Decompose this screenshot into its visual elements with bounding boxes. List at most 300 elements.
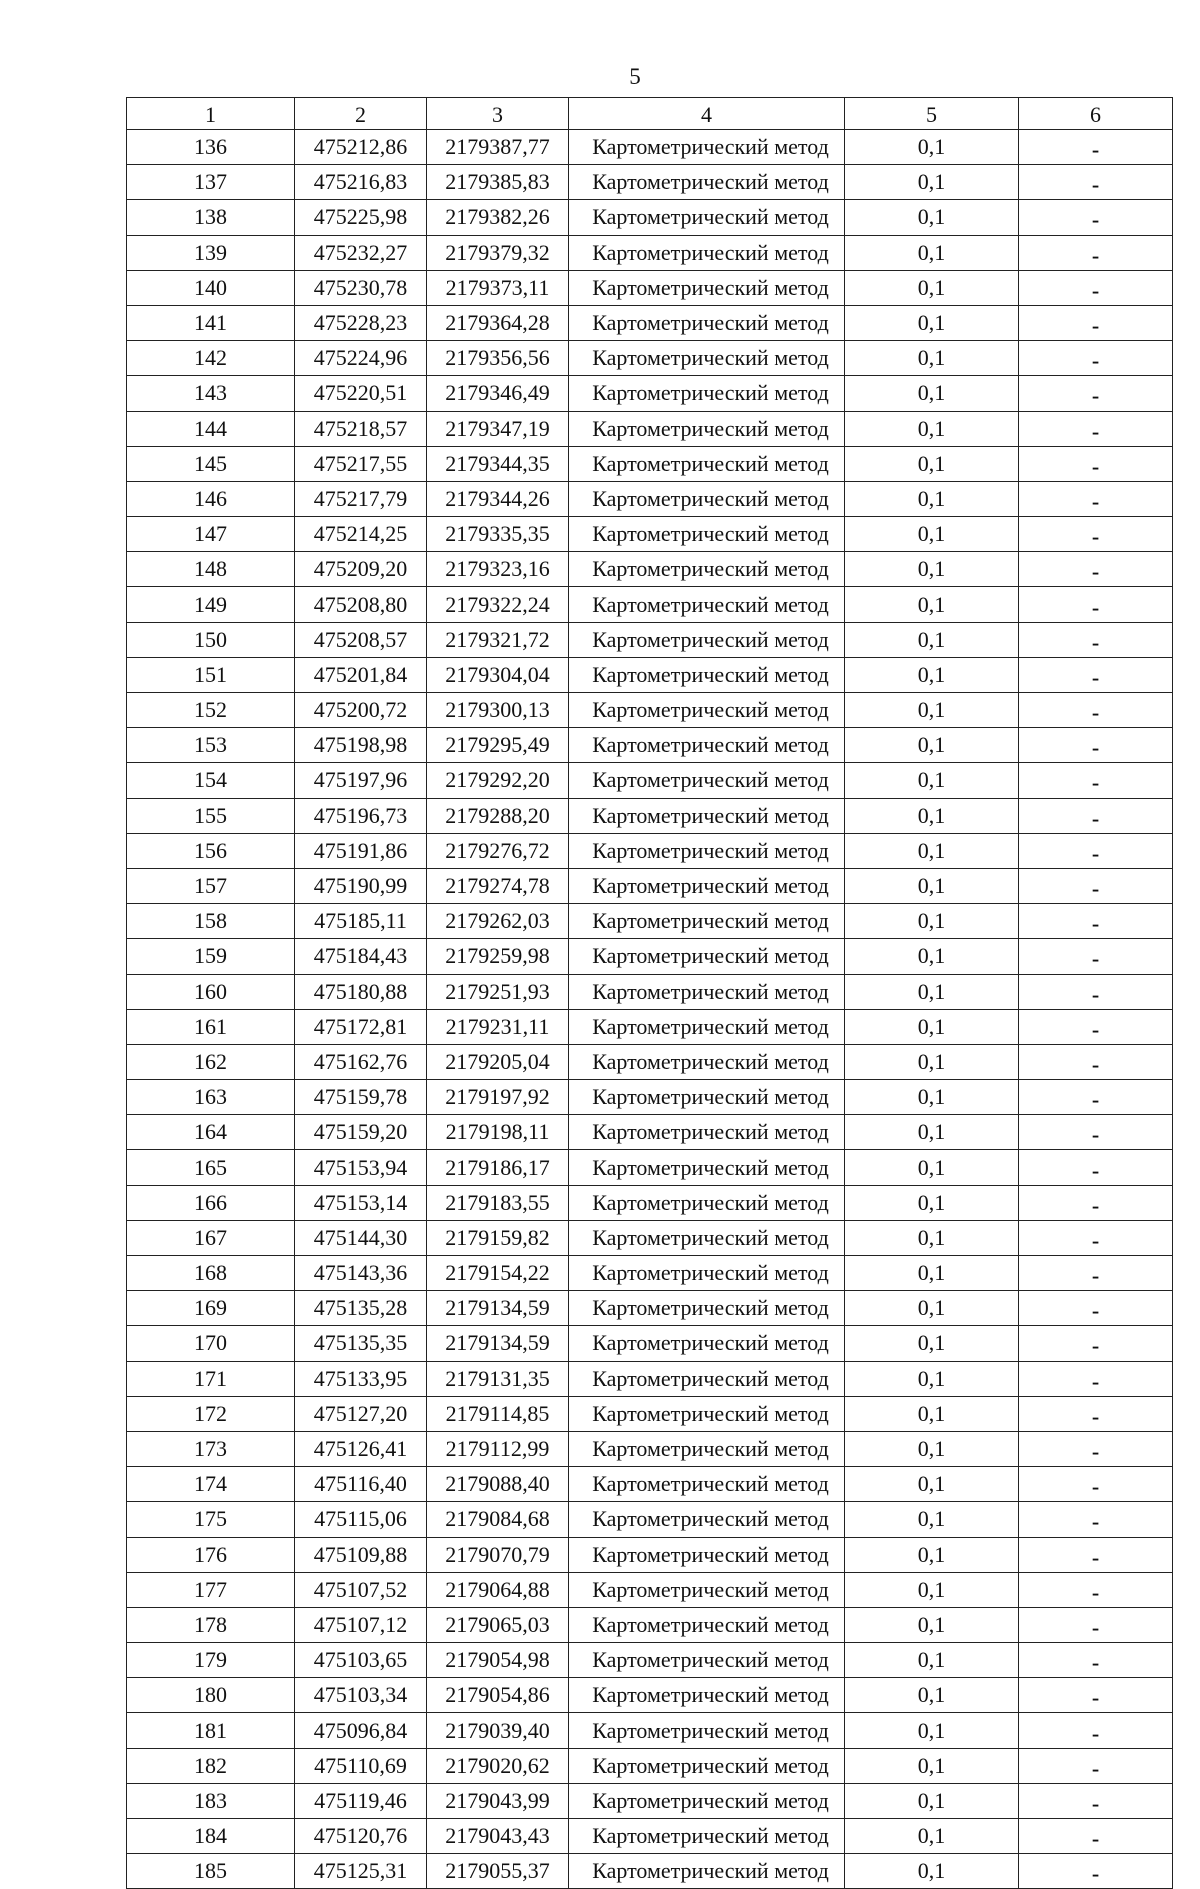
table-row	[127, 1678, 1173, 1713]
y-coordinate-cell: 2179373,11	[427, 270, 569, 305]
point-number-cell: 155	[127, 798, 295, 833]
y-coordinate-cell: 2179364,28	[427, 305, 569, 340]
accuracy-cell: 0,1	[845, 411, 1019, 446]
table-row	[127, 1467, 1173, 1502]
header-cell-3: 3	[427, 98, 569, 130]
method-cell: Картометрический метод	[569, 1044, 845, 1079]
table-row	[127, 587, 1173, 622]
x-coordinate-cell: 475096,84	[295, 1713, 427, 1748]
x-coordinate-cell: 475196,73	[295, 798, 427, 833]
point-number-cell: 156	[127, 833, 295, 868]
method-cell: Картометрический метод	[569, 200, 845, 235]
table-row	[127, 1185, 1173, 1220]
note-cell: -	[1019, 446, 1173, 481]
table-row	[127, 235, 1173, 270]
accuracy-cell: 0,1	[845, 1607, 1019, 1642]
note-cell: -	[1019, 305, 1173, 340]
x-coordinate-cell: 475159,78	[295, 1080, 427, 1115]
point-number-cell: 136	[127, 130, 295, 165]
x-coordinate-cell: 475162,76	[295, 1044, 427, 1079]
method-cell: Картометрический метод	[569, 341, 845, 376]
table-header-row	[127, 98, 1173, 130]
table-row	[127, 622, 1173, 657]
point-number-cell: 141	[127, 305, 295, 340]
page-number: 5	[629, 64, 641, 89]
accuracy-cell: 0,1	[845, 165, 1019, 200]
x-coordinate-cell: 475218,57	[295, 411, 427, 446]
table-row	[127, 1537, 1173, 1572]
point-number-cell: 149	[127, 587, 295, 622]
accuracy-cell: 0,1	[845, 1291, 1019, 1326]
note-cell: -	[1019, 1080, 1173, 1115]
method-cell: Картометрический метод	[569, 1572, 845, 1607]
y-coordinate-cell: 2179020,62	[427, 1748, 569, 1783]
point-number-cell: 174	[127, 1467, 295, 1502]
method-cell: Картометрический метод	[569, 939, 845, 974]
point-number-cell: 166	[127, 1185, 295, 1220]
y-coordinate-cell: 2179054,86	[427, 1678, 569, 1713]
accuracy-cell: 0,1	[845, 904, 1019, 939]
table-row	[127, 341, 1173, 376]
x-coordinate-cell: 475230,78	[295, 270, 427, 305]
note-cell: -	[1019, 200, 1173, 235]
table-row	[127, 1361, 1173, 1396]
x-coordinate-cell: 475127,20	[295, 1396, 427, 1431]
accuracy-cell: 0,1	[845, 939, 1019, 974]
point-number-cell: 160	[127, 974, 295, 1009]
method-cell: Картометрический метод	[569, 1150, 845, 1185]
table-row	[127, 1854, 1173, 1889]
note-cell: -	[1019, 235, 1173, 270]
accuracy-cell: 0,1	[845, 1572, 1019, 1607]
note-cell: -	[1019, 1537, 1173, 1572]
method-cell: Картометрический метод	[569, 693, 845, 728]
y-coordinate-cell: 2179356,56	[427, 341, 569, 376]
table-row	[127, 200, 1173, 235]
method-cell: Картометрический метод	[569, 1291, 845, 1326]
point-number-cell: 151	[127, 657, 295, 692]
x-coordinate-cell: 475232,27	[295, 235, 427, 270]
y-coordinate-cell: 2179335,35	[427, 517, 569, 552]
note-cell: -	[1019, 798, 1173, 833]
x-coordinate-cell: 475208,57	[295, 622, 427, 657]
coordinates-table	[126, 97, 1173, 1889]
method-cell: Картометрический метод	[569, 622, 845, 657]
table-row	[127, 657, 1173, 692]
note-cell: -	[1019, 270, 1173, 305]
table-row	[127, 1044, 1173, 1079]
point-number-cell: 138	[127, 200, 295, 235]
accuracy-cell: 0,1	[845, 728, 1019, 763]
y-coordinate-cell: 2179346,49	[427, 376, 569, 411]
table-row	[127, 833, 1173, 868]
y-coordinate-cell: 2179186,17	[427, 1150, 569, 1185]
accuracy-cell: 0,1	[845, 622, 1019, 657]
table-row	[127, 1256, 1173, 1291]
point-number-cell: 180	[127, 1678, 295, 1713]
accuracy-cell: 0,1	[845, 1326, 1019, 1361]
note-cell: -	[1019, 1431, 1173, 1466]
point-number-cell: 154	[127, 763, 295, 798]
method-cell: Картометрический метод	[569, 1220, 845, 1255]
point-number-cell: 153	[127, 728, 295, 763]
accuracy-cell: 0,1	[845, 517, 1019, 552]
accuracy-cell: 0,1	[845, 130, 1019, 165]
accuracy-cell: 0,1	[845, 1783, 1019, 1818]
y-coordinate-cell: 2179065,03	[427, 1607, 569, 1642]
note-cell: -	[1019, 376, 1173, 411]
note-cell: -	[1019, 1678, 1173, 1713]
y-coordinate-cell: 2179183,55	[427, 1185, 569, 1220]
y-coordinate-cell: 2179114,85	[427, 1396, 569, 1431]
table-row	[127, 939, 1173, 974]
x-coordinate-cell: 475217,55	[295, 446, 427, 481]
point-number-cell: 142	[127, 341, 295, 376]
table-row	[127, 728, 1173, 763]
accuracy-cell: 0,1	[845, 270, 1019, 305]
note-cell: -	[1019, 1009, 1173, 1044]
method-cell: Картометрический метод	[569, 481, 845, 516]
y-coordinate-cell: 2179251,93	[427, 974, 569, 1009]
x-coordinate-cell: 475184,43	[295, 939, 427, 974]
y-coordinate-cell: 2179231,11	[427, 1009, 569, 1044]
accuracy-cell: 0,1	[845, 1361, 1019, 1396]
table-row	[127, 1291, 1173, 1326]
table-row	[127, 1607, 1173, 1642]
method-cell: Картометрический метод	[569, 165, 845, 200]
x-coordinate-cell: 475201,84	[295, 657, 427, 692]
table-row	[127, 305, 1173, 340]
note-cell: -	[1019, 693, 1173, 728]
table-row	[127, 1502, 1173, 1537]
y-coordinate-cell: 2179259,98	[427, 939, 569, 974]
method-cell: Картометрический метод	[569, 657, 845, 692]
y-coordinate-cell: 2179198,11	[427, 1115, 569, 1150]
point-number-cell: 163	[127, 1080, 295, 1115]
table-row	[127, 446, 1173, 481]
point-number-cell: 165	[127, 1150, 295, 1185]
accuracy-cell: 0,1	[845, 376, 1019, 411]
y-coordinate-cell: 2179276,72	[427, 833, 569, 868]
method-cell: Картометрический метод	[569, 1396, 845, 1431]
point-number-cell: 184	[127, 1819, 295, 1854]
x-coordinate-cell: 475120,76	[295, 1819, 427, 1854]
y-coordinate-cell: 2179055,37	[427, 1854, 569, 1889]
method-cell: Картометрический метод	[569, 1607, 845, 1642]
y-coordinate-cell: 2179295,49	[427, 728, 569, 763]
point-number-cell: 173	[127, 1431, 295, 1466]
table-row	[127, 1326, 1173, 1361]
x-coordinate-cell: 475144,30	[295, 1220, 427, 1255]
y-coordinate-cell: 2179288,20	[427, 798, 569, 833]
y-coordinate-cell: 2179300,13	[427, 693, 569, 728]
x-coordinate-cell: 475153,14	[295, 1185, 427, 1220]
method-cell: Картометрический метод	[569, 868, 845, 903]
x-coordinate-cell: 475191,86	[295, 833, 427, 868]
note-cell: -	[1019, 517, 1173, 552]
point-number-cell: 159	[127, 939, 295, 974]
table-row	[127, 904, 1173, 939]
note-cell: -	[1019, 1854, 1173, 1889]
point-number-cell: 152	[127, 693, 295, 728]
point-number-cell: 181	[127, 1713, 295, 1748]
point-number-cell: 144	[127, 411, 295, 446]
method-cell: Картометрический метод	[569, 904, 845, 939]
y-coordinate-cell: 2179344,35	[427, 446, 569, 481]
accuracy-cell: 0,1	[845, 1819, 1019, 1854]
method-cell: Картометрический метод	[569, 411, 845, 446]
note-cell: -	[1019, 130, 1173, 165]
note-cell: -	[1019, 1783, 1173, 1818]
point-number-cell: 175	[127, 1502, 295, 1537]
x-coordinate-cell: 475224,96	[295, 341, 427, 376]
x-coordinate-cell: 475159,20	[295, 1115, 427, 1150]
y-coordinate-cell: 2179039,40	[427, 1713, 569, 1748]
note-cell: -	[1019, 1150, 1173, 1185]
x-coordinate-cell: 475143,36	[295, 1256, 427, 1291]
note-cell: -	[1019, 1572, 1173, 1607]
note-cell: -	[1019, 974, 1173, 1009]
note-cell: -	[1019, 1326, 1173, 1361]
method-cell: Картометрический метод	[569, 270, 845, 305]
x-coordinate-cell: 475225,98	[295, 200, 427, 235]
table-row	[127, 1713, 1173, 1748]
method-cell: Картометрический метод	[569, 1361, 845, 1396]
note-cell: -	[1019, 1185, 1173, 1220]
point-number-cell: 158	[127, 904, 295, 939]
method-cell: Картометрический метод	[569, 517, 845, 552]
y-coordinate-cell: 2179131,35	[427, 1361, 569, 1396]
y-coordinate-cell: 2179382,26	[427, 200, 569, 235]
method-cell: Картометрический метод	[569, 552, 845, 587]
note-cell: -	[1019, 1115, 1173, 1150]
x-coordinate-cell: 475208,80	[295, 587, 427, 622]
method-cell: Картометрический метод	[569, 1713, 845, 1748]
y-coordinate-cell: 2179159,82	[427, 1220, 569, 1255]
method-cell: Картометрический метод	[569, 587, 845, 622]
note-cell: -	[1019, 939, 1173, 974]
method-cell: Картометрический метод	[569, 1009, 845, 1044]
accuracy-cell: 0,1	[845, 200, 1019, 235]
method-cell: Картометрический метод	[569, 763, 845, 798]
note-cell: -	[1019, 1607, 1173, 1642]
method-cell: Картометрический метод	[569, 1431, 845, 1466]
note-cell: -	[1019, 1220, 1173, 1255]
accuracy-cell: 0,1	[845, 1713, 1019, 1748]
note-cell: -	[1019, 622, 1173, 657]
y-coordinate-cell: 2179205,04	[427, 1044, 569, 1079]
note-cell: -	[1019, 1467, 1173, 1502]
table-row	[127, 517, 1173, 552]
method-cell: Картометрический метод	[569, 1854, 845, 1889]
note-cell: -	[1019, 904, 1173, 939]
x-coordinate-cell: 475135,28	[295, 1291, 427, 1326]
point-number-cell: 140	[127, 270, 295, 305]
point-number-cell: 139	[127, 235, 295, 270]
accuracy-cell: 0,1	[845, 1431, 1019, 1466]
x-coordinate-cell: 475126,41	[295, 1431, 427, 1466]
y-coordinate-cell: 2179323,16	[427, 552, 569, 587]
point-number-cell: 167	[127, 1220, 295, 1255]
note-cell: -	[1019, 657, 1173, 692]
method-cell: Картометрический метод	[569, 1467, 845, 1502]
point-number-cell: 176	[127, 1537, 295, 1572]
note-cell: -	[1019, 1819, 1173, 1854]
accuracy-cell: 0,1	[845, 446, 1019, 481]
y-coordinate-cell: 2179043,43	[427, 1819, 569, 1854]
method-cell: Картометрический метод	[569, 446, 845, 481]
point-number-cell: 148	[127, 552, 295, 587]
method-cell: Картометрический метод	[569, 1502, 845, 1537]
note-cell: -	[1019, 1256, 1173, 1291]
table-row	[127, 481, 1173, 516]
x-coordinate-cell: 475172,81	[295, 1009, 427, 1044]
method-cell: Картометрический метод	[569, 974, 845, 1009]
accuracy-cell: 0,1	[845, 1080, 1019, 1115]
table-row	[127, 1150, 1173, 1185]
table-body	[127, 98, 1173, 1889]
accuracy-cell: 0,1	[845, 798, 1019, 833]
table-row	[127, 165, 1173, 200]
point-number-cell: 169	[127, 1291, 295, 1326]
y-coordinate-cell: 2179197,92	[427, 1080, 569, 1115]
table-row	[127, 270, 1173, 305]
point-number-cell: 161	[127, 1009, 295, 1044]
point-number-cell: 150	[127, 622, 295, 657]
y-coordinate-cell: 2179387,77	[427, 130, 569, 165]
point-number-cell: 168	[127, 1256, 295, 1291]
accuracy-cell: 0,1	[845, 1396, 1019, 1431]
x-coordinate-cell: 475190,99	[295, 868, 427, 903]
table-row	[127, 1396, 1173, 1431]
accuracy-cell: 0,1	[845, 657, 1019, 692]
y-coordinate-cell: 2179274,78	[427, 868, 569, 903]
x-coordinate-cell: 475217,79	[295, 481, 427, 516]
point-number-cell: 182	[127, 1748, 295, 1783]
accuracy-cell: 0,1	[845, 341, 1019, 376]
x-coordinate-cell: 475109,88	[295, 1537, 427, 1572]
note-cell: -	[1019, 165, 1173, 200]
table-row	[127, 1819, 1173, 1854]
x-coordinate-cell: 475220,51	[295, 376, 427, 411]
table-row	[127, 130, 1173, 165]
accuracy-cell: 0,1	[845, 1220, 1019, 1255]
note-cell: -	[1019, 552, 1173, 587]
method-cell: Картометрический метод	[569, 1080, 845, 1115]
table-row	[127, 1643, 1173, 1678]
table-row	[127, 1431, 1173, 1466]
note-cell: -	[1019, 1748, 1173, 1783]
accuracy-cell: 0,1	[845, 1854, 1019, 1889]
accuracy-cell: 0,1	[845, 1537, 1019, 1572]
table-row	[127, 552, 1173, 587]
method-cell: Картометрический метод	[569, 1185, 845, 1220]
y-coordinate-cell: 2179344,26	[427, 481, 569, 516]
x-coordinate-cell: 475133,95	[295, 1361, 427, 1396]
table-row	[127, 1080, 1173, 1115]
y-coordinate-cell: 2179322,24	[427, 587, 569, 622]
note-cell: -	[1019, 1361, 1173, 1396]
x-coordinate-cell: 475135,35	[295, 1326, 427, 1361]
accuracy-cell: 0,1	[845, 974, 1019, 1009]
accuracy-cell: 0,1	[845, 481, 1019, 516]
x-coordinate-cell: 475107,12	[295, 1607, 427, 1642]
y-coordinate-cell: 2179304,04	[427, 657, 569, 692]
accuracy-cell: 0,1	[845, 1643, 1019, 1678]
accuracy-cell: 0,1	[845, 763, 1019, 798]
accuracy-cell: 0,1	[845, 1467, 1019, 1502]
method-cell: Картометрический метод	[569, 1678, 845, 1713]
y-coordinate-cell: 2179292,20	[427, 763, 569, 798]
note-cell: -	[1019, 1502, 1173, 1537]
x-coordinate-cell: 475107,52	[295, 1572, 427, 1607]
x-coordinate-cell: 475125,31	[295, 1854, 427, 1889]
accuracy-cell: 0,1	[845, 1115, 1019, 1150]
point-number-cell: 164	[127, 1115, 295, 1150]
header-cell-1: 1	[127, 98, 295, 130]
x-coordinate-cell: 475200,72	[295, 693, 427, 728]
point-number-cell: 170	[127, 1326, 295, 1361]
y-coordinate-cell: 2179112,99	[427, 1431, 569, 1466]
accuracy-cell: 0,1	[845, 235, 1019, 270]
note-cell: -	[1019, 868, 1173, 903]
point-number-cell: 145	[127, 446, 295, 481]
y-coordinate-cell: 2179084,68	[427, 1502, 569, 1537]
method-cell: Картометрический метод	[569, 1748, 845, 1783]
x-coordinate-cell: 475197,96	[295, 763, 427, 798]
note-cell: -	[1019, 1044, 1173, 1079]
y-coordinate-cell: 2179064,88	[427, 1572, 569, 1607]
note-cell: -	[1019, 763, 1173, 798]
point-number-cell: 185	[127, 1854, 295, 1889]
note-cell: -	[1019, 833, 1173, 868]
x-coordinate-cell: 475110,69	[295, 1748, 427, 1783]
accuracy-cell: 0,1	[845, 693, 1019, 728]
point-number-cell: 146	[127, 481, 295, 516]
table-row	[127, 974, 1173, 1009]
method-cell: Картометрический метод	[569, 235, 845, 270]
header-cell-6: 6	[1019, 98, 1173, 130]
table-row	[127, 376, 1173, 411]
point-number-cell: 178	[127, 1607, 295, 1642]
method-cell: Картометрический метод	[569, 305, 845, 340]
note-cell: -	[1019, 481, 1173, 516]
y-coordinate-cell: 2179054,98	[427, 1643, 569, 1678]
accuracy-cell: 0,1	[845, 1185, 1019, 1220]
accuracy-cell: 0,1	[845, 1044, 1019, 1079]
x-coordinate-cell: 475119,46	[295, 1783, 427, 1818]
table-row	[127, 798, 1173, 833]
y-coordinate-cell: 2179385,83	[427, 165, 569, 200]
accuracy-cell: 0,1	[845, 1009, 1019, 1044]
x-coordinate-cell: 475153,94	[295, 1150, 427, 1185]
accuracy-cell: 0,1	[845, 833, 1019, 868]
x-coordinate-cell: 475216,83	[295, 165, 427, 200]
accuracy-cell: 0,1	[845, 1748, 1019, 1783]
accuracy-cell: 0,1	[845, 1150, 1019, 1185]
note-cell: -	[1019, 1291, 1173, 1326]
note-cell: -	[1019, 1713, 1173, 1748]
x-coordinate-cell: 475214,25	[295, 517, 427, 552]
x-coordinate-cell: 475103,65	[295, 1643, 427, 1678]
y-coordinate-cell: 2179262,03	[427, 904, 569, 939]
y-coordinate-cell: 2179070,79	[427, 1537, 569, 1572]
x-coordinate-cell: 475228,23	[295, 305, 427, 340]
accuracy-cell: 0,1	[845, 587, 1019, 622]
method-cell: Картометрический метод	[569, 833, 845, 868]
point-number-cell: 177	[127, 1572, 295, 1607]
method-cell: Картометрический метод	[569, 728, 845, 763]
